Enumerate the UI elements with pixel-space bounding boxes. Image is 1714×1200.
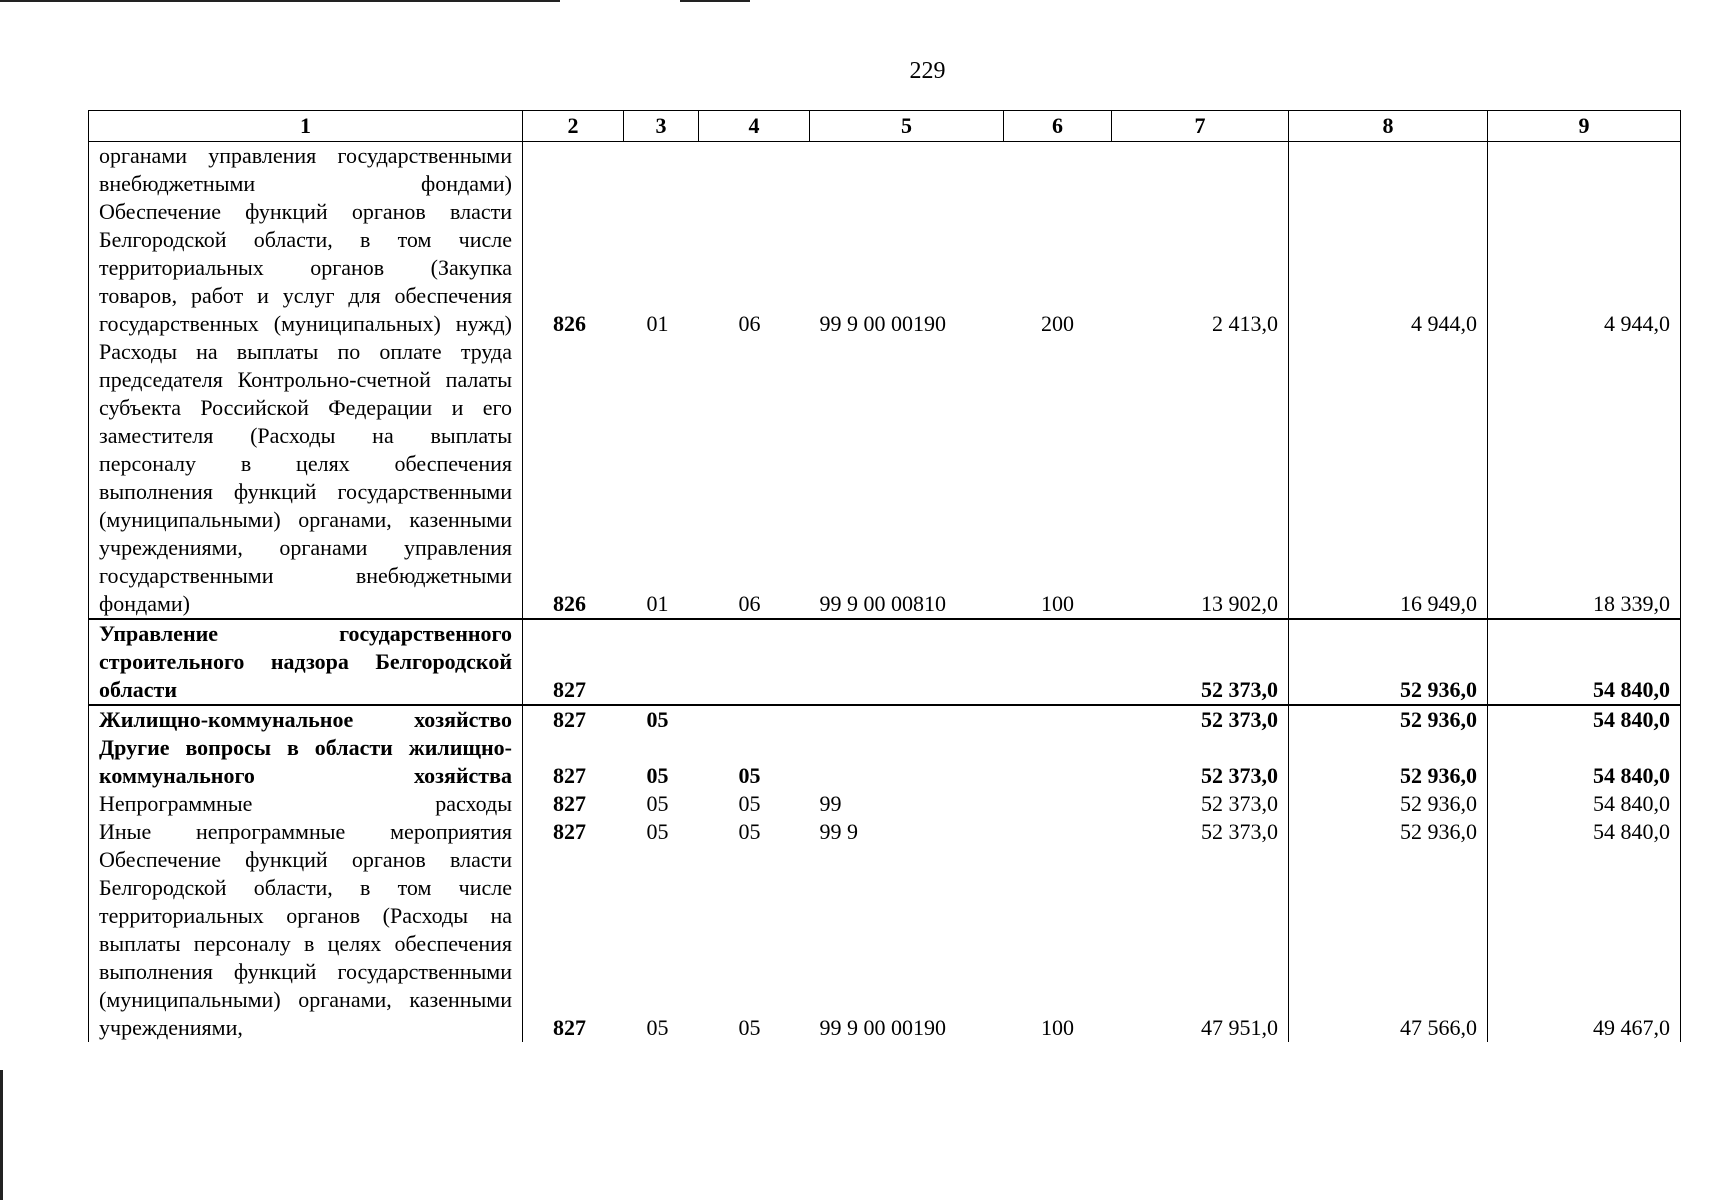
row-col-9: 54 840,0 (1488, 734, 1681, 790)
row-name: Непрограммные расходы (89, 790, 523, 818)
row-col-3 (624, 142, 699, 199)
row-name: Обеспечение функций органов власти Белгородской области, в том числе территориальных органов (Закупка товаров, работ и услуг для обеспечения государственных (муниципальных) нужд) (89, 198, 523, 338)
row-col-6: 100 (1041, 591, 1074, 616)
row-col-4: 05 (738, 763, 761, 788)
row-name: Обеспечение функций органов власти Белгородской области, в том числе территориальных органов (Расходы на выплаты персоналу в целях обеспечения выполнения функций государственными (муниципальными) органами, казенными учреждениями, (89, 846, 523, 1042)
row-col-4 (699, 705, 810, 734)
row-col-6 (1004, 619, 1112, 705)
row-col-3: 05 (624, 705, 699, 734)
row-name: Другие вопросы в области жилищно-коммунального хозяйства (89, 734, 523, 790)
row-col-7: 13 902,0 (1112, 338, 1289, 619)
row-col-9: 54 840,0 (1488, 619, 1681, 705)
row-col-8: 52 936,0 (1289, 790, 1488, 818)
scan-edge-left (0, 1070, 3, 1200)
row-name: Управление государственного строительного надзора Белгородской области (89, 619, 523, 705)
row-col-5: 99 9 00 00190 (819, 1015, 946, 1040)
row-col-6 (1004, 790, 1112, 818)
row-col-4: 05 (738, 1015, 761, 1040)
budget-table (88, 110, 1681, 1042)
row-col-6: 100 (1041, 1015, 1074, 1040)
budget-table-container (88, 110, 1680, 1042)
row-col-7: 47 951,0 (1112, 846, 1289, 1042)
row-col-4: 06 (738, 591, 761, 616)
row-col-3: 05 (646, 763, 669, 788)
table-row (89, 198, 1681, 338)
row-col-3 (624, 619, 699, 705)
page-number: 229 (909, 58, 946, 84)
header-col-9: 9 (1488, 111, 1681, 142)
row-col-4: 06 (738, 311, 761, 336)
row-col-8: 52 936,0 (1289, 619, 1488, 705)
row-col-4: 05 (738, 791, 761, 816)
table-body (89, 142, 1681, 1043)
row-col-7 (1112, 142, 1289, 199)
row-col-7: 52 373,0 (1112, 790, 1289, 818)
row-col-7: 52 373,0 (1112, 619, 1289, 705)
row-name: органами управления государственными внебюджетными фондами) (89, 142, 523, 199)
table-row (89, 705, 1681, 734)
row-col-5: 99 9 00 00810 (819, 591, 946, 616)
row-col-9: 4 944,0 (1488, 198, 1681, 338)
row-col-7: 52 373,0 (1112, 705, 1289, 734)
row-col-7: 52 373,0 (1112, 818, 1289, 846)
row-col-3: 05 (646, 791, 669, 816)
row-col-2: 827 (523, 734, 624, 790)
row-col-8 (1289, 142, 1488, 199)
row-col-8: 52 936,0 (1289, 734, 1488, 790)
row-col-3: 05 (646, 819, 669, 844)
row-col-9: 54 840,0 (1488, 818, 1681, 846)
header-row (89, 111, 1681, 142)
row-col-9: 18 339,0 (1488, 338, 1681, 619)
row-col-6 (1004, 705, 1112, 734)
row-col-4: 05 (738, 819, 761, 844)
row-col-8: 52 936,0 (1289, 705, 1488, 734)
row-col-8: 16 949,0 (1289, 338, 1488, 619)
header-col-8: 8 (1289, 111, 1488, 142)
header-col-4: 4 (699, 111, 810, 142)
row-col-6 (1004, 734, 1112, 790)
row-col-8: 47 566,0 (1289, 846, 1488, 1042)
row-col-2: 826 (523, 338, 624, 619)
row-col-2: 827 (523, 846, 624, 1042)
row-col-6: 200 (1041, 311, 1074, 336)
row-col-7: 2 413,0 (1112, 198, 1289, 338)
row-col-4 (699, 142, 810, 199)
row-col-5 (810, 619, 1004, 705)
row-col-6 (1004, 818, 1112, 846)
table-row (89, 619, 1681, 705)
row-name: Иные непрограммные мероприятия (89, 818, 523, 846)
row-col-6 (1004, 142, 1112, 199)
table-row (89, 142, 1681, 199)
header-col-6: 6 (1004, 111, 1112, 142)
header-col-2: 2 (523, 111, 624, 142)
row-col-9: 54 840,0 (1488, 705, 1681, 734)
header-col-7: 7 (1112, 111, 1289, 142)
table-row (89, 790, 1681, 818)
row-col-5: 99 9 00 00190 (819, 311, 946, 336)
row-col-5 (810, 142, 1004, 199)
row-name: Расходы на выплаты по оплате труда председателя Контрольно-счетной палаты субъекта Российской Федерации и его заместителя (Расходы на выплаты персоналу в целях обеспечения выполнения функций государственными (муниципальными) органами, казенными учреждениями, органами управления государственными внебюджетными фондами) (89, 338, 523, 619)
row-col-9 (1488, 142, 1681, 199)
row-col-3: 01 (646, 591, 669, 616)
row-col-9: 49 467,0 (1488, 846, 1681, 1042)
scan-edge-top-2 (680, 0, 750, 2)
row-col-4 (699, 619, 810, 705)
row-col-2: 827 (523, 790, 624, 818)
row-col-2 (523, 142, 624, 199)
row-col-5 (810, 705, 1004, 734)
row-col-2: 827 (523, 705, 624, 734)
row-col-5: 99 9 (819, 819, 858, 844)
row-col-3: 01 (646, 311, 669, 336)
row-col-5 (810, 734, 1004, 790)
table-row (89, 734, 1681, 790)
row-col-2: 827 (523, 818, 624, 846)
row-name: Жилищно-коммунальное хозяйство (89, 705, 523, 734)
row-col-7: 52 373,0 (1112, 734, 1289, 790)
row-col-8: 52 936,0 (1289, 818, 1488, 846)
row-col-2: 827 (523, 619, 624, 705)
table-row (89, 338, 1681, 619)
header-col-1: 1 (89, 111, 523, 142)
row-col-9: 54 840,0 (1488, 790, 1681, 818)
header-col-3: 3 (624, 111, 699, 142)
row-col-3: 05 (646, 1015, 669, 1040)
row-col-2: 826 (523, 198, 624, 338)
row-col-8: 4 944,0 (1289, 198, 1488, 338)
header-col-5: 5 (810, 111, 1004, 142)
table-row (89, 818, 1681, 846)
row-col-5: 99 (819, 791, 842, 816)
table-row (89, 846, 1681, 1042)
scan-edge-top (0, 0, 560, 2)
